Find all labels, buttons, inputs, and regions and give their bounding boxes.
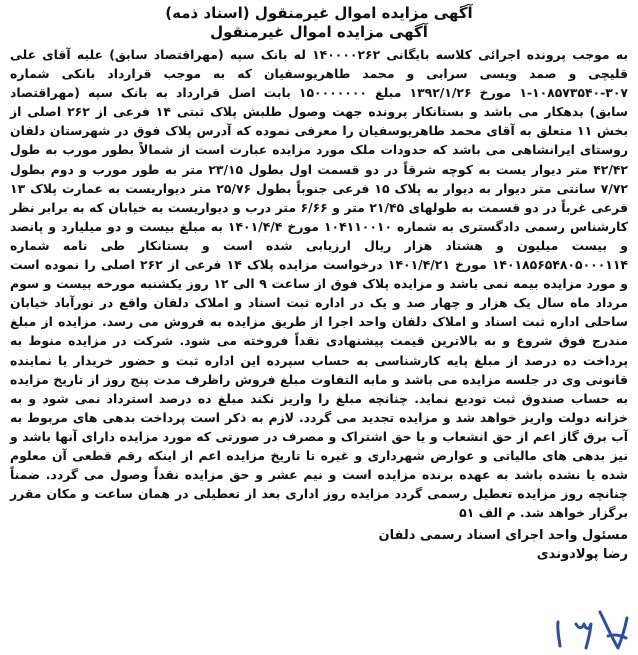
signature-title: مسئول واحد اجرای اسناد رسمی دلفان: [378, 528, 628, 544]
signature-name: رضا پولادوندی: [536, 547, 628, 563]
notice-subtitle: آگهی مزایده اموال غیرمنقول: [210, 23, 428, 41]
handwritten-note: [548, 598, 630, 653]
handwritten-stroke-2: [576, 624, 591, 648]
handwritten-stroke-1: [558, 622, 560, 646]
notice-title: آگهی مزایده اموال غیرمنقول (اسناد ذمه): [165, 4, 473, 22]
notice-body: به موجب پرونده اجرائی کلاسه بایگانی ۱۴۰۰۰۰۲۶۲ له بانک سپه (مهراقتصاد سابق) علیه آقای علی قلیچی و صمد ویسی سرابی و محمد طاهریوسفیان که به موجب قرارداد بانکی شماره ۳۰۷-۱۰۸۵۷۳۵۴۰-۱ مورخ ۱۳۹۲/۱/۲۶ مبلغ ۱۵۰۰۰۰۰۰۰ بابت اصل قرارداد به بانک سپه (مهراقتصاد سابق) بدهکار می باشد و بستانکار پرونده جهت وصول طلبش پلاک ثبتی ۱۴ فرعی از ۲۶۲ اصلی از بخش ۱۱ متعلق به آقای محمد طاهریوسفیان را معرفی نموده که آدرس پلاک فوق در شهرستان دلفان روستای ایرانشاهی می باشد که حدودات ملک مورد مزایده عبارت است از شمالاً بطور مورب به طول ۴۲/۴۲ متر دیوار یست به کوچه شرقاً در دو قسمت اول بطول ۲۳/۱۵ متر به طور مورب و دوم بطول ۷/۷۲ سانتی متر دیوار به دیوار به پلاک ۱۵ فرعی جنوباً بطول ۲۵/۷۶ متر دیواریست به عمارت پلاک ۱۳ فرعی غرباً در دو قسمت به طولهای ۲۱/۴۵ متر و ۶/۶۶ متر درب و دیواریست به خیابان که به برابر نظر کارشناس رسمی دادگستری به شماره ۱۰۴۱۱۰۰۱۰ مورخ ۱۴۰۱/۴/۴ به مبلغ بیست و دو میلیارد و پانصد و بیست میلیون و هشتاد هزار ریال ارزیابی شده است و بستانکار طی نامه شماره ۱۴۰۱۸۵۶۵۴۸۰۵۰۰۰۱۱۴ مورخ ۱۴۰۱/۴/۲۱ درخواست مزایده پلاک ۱۴ فرعی از ۲۶۲ اصلی را نموده است و مورد مزایده بیمه نمی باشد و مزایده پلاک فوق از ساعت ۹ الی ۱۲ روز یکشنبه مورخه بیست و سوم مرداد ماه سال یک هزار و چهار صد و یک در اداره ثبت اسناد و املاک دلفان واقع در نورآباد خیابان ساحلی اداره ثبت اسناد و املاک دلفان واحد اجرا از طریق مزایده به فروش می رسد. مزایده از مبلغ مندرج فوق شروع و به بالاترین قیمت پیشنهادی نقداً فروخته می شود. شرکت در مزایده منوط به پرداخت ده درصد از مبلغ پایه کارشناسی به حساب سپرده این اداره ثبت و حضور خریدار یا نماینده قانونی وی در جلسه مزایده می باشد و مابه التفاوت مبلغ فروش راظرف مدت پنج روز از تاریخ مزایده به حساب صندوق ثبت تودیع نماید. چنانچه مبلغ را واریز نکند مبلغ ده درصد استرداد نمی شود و به خزانه دولت واریز خواهد شد و مزایده تجدید می گردد. لازم به ذکر است پرداخت بدهی های مربوط به آب برق گاز اعم از حق انشعاب و یا حق اشتراک و مصرف در صورتی که مورد مزایده دارای آنها باشد و نیز بدهی های مالیاتی و عوارض شهرداری و غیره تا تاریخ مزایده اعم از اینکه رقم قطعی آن معلوم شده یا نشده باشد به عهده برنده مزایده است و نیم عشر و حق مزایده نقداً وصول می گردد. ضمناً چنانچه روز مزایده تعطیل رسمی گردد مزایده روز اداری بعد از تعطیلی در همان ساعت و مکان مقرر برگزار خواهد شد. م الف ۵۱: [10, 47, 628, 521]
handwritten-stroke-3: [600, 612, 627, 648]
signature-block: [10, 526, 628, 564]
